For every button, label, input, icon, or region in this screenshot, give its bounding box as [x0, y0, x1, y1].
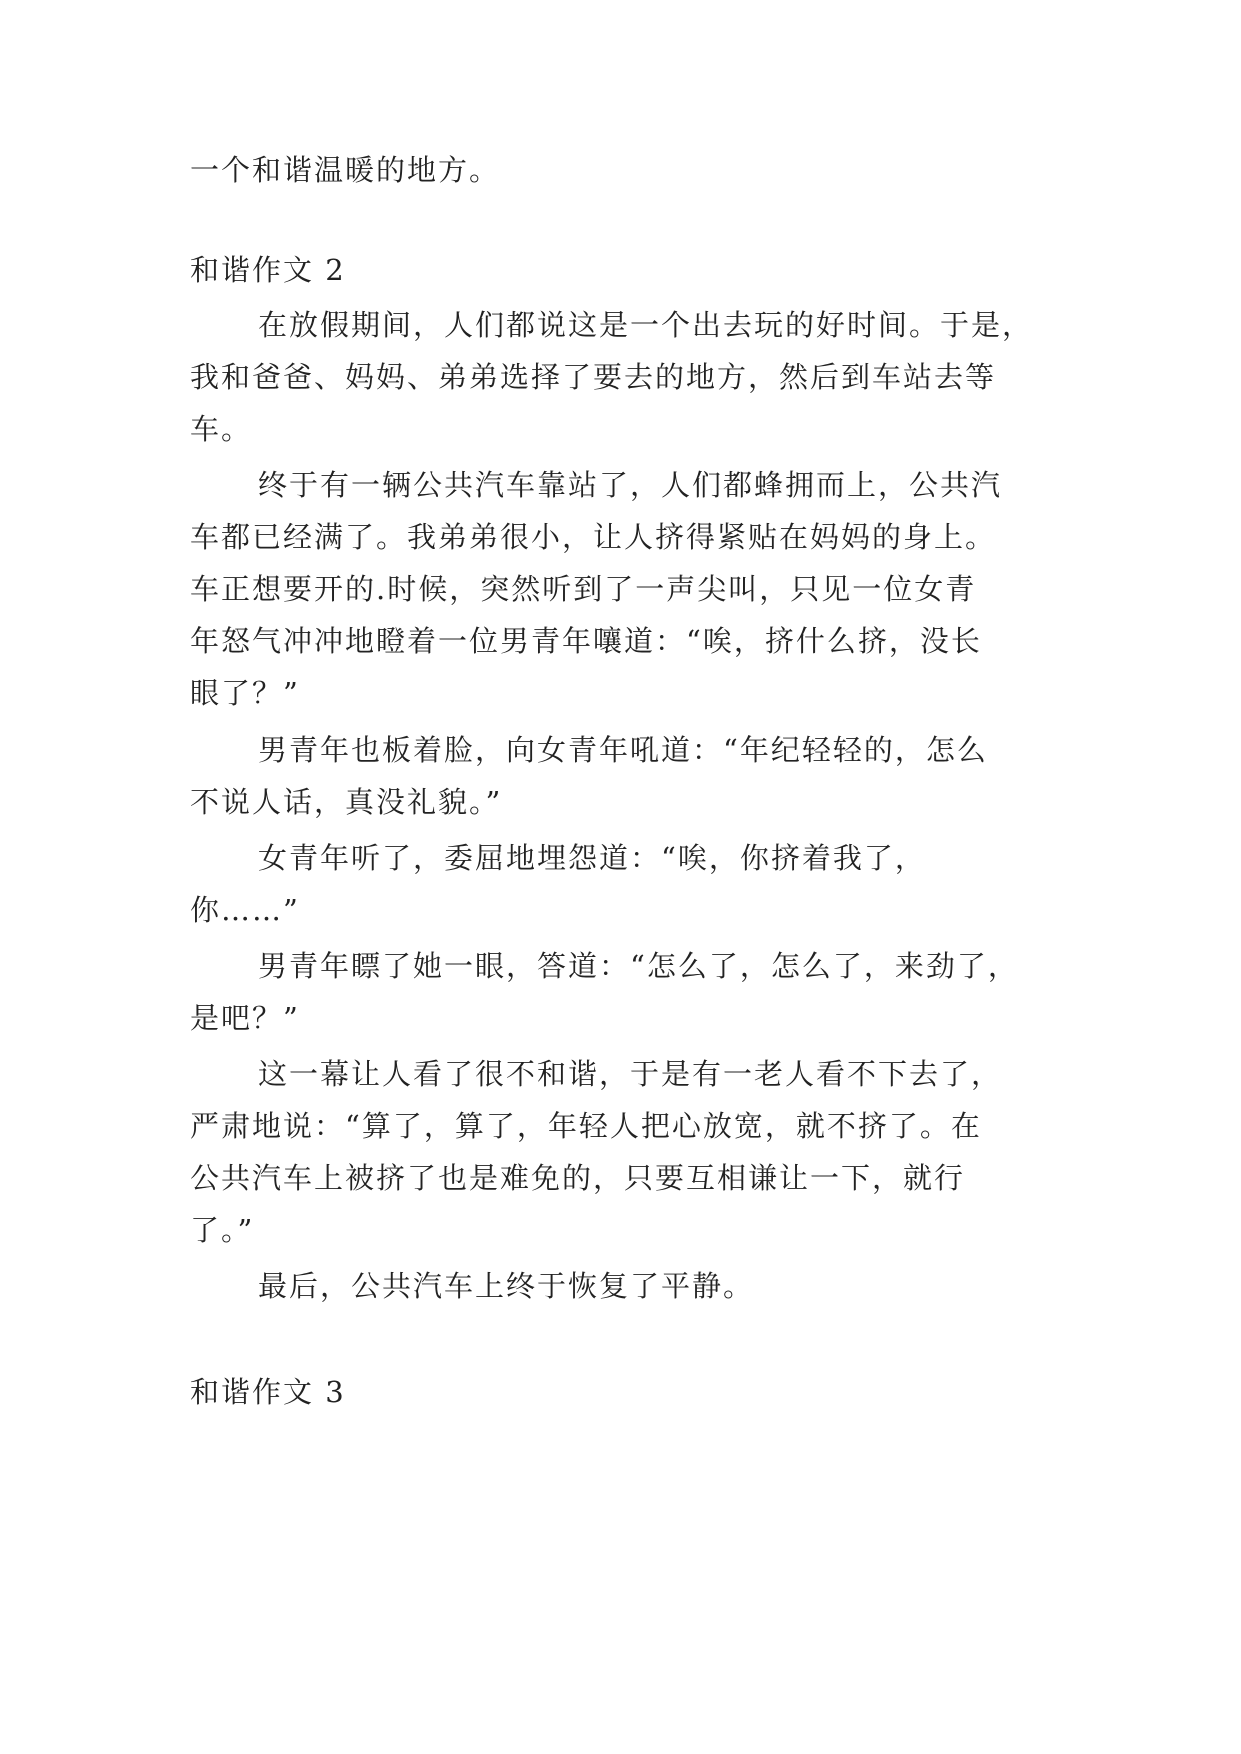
- text-line: 车正想要开的.时候，突然听到了一声尖叫，只见一位女青: [190, 572, 977, 606]
- essay-heading-3: 和谐作文 3: [190, 1375, 346, 1409]
- text-line: 眼了？”: [190, 676, 300, 710]
- text-line: 车。: [190, 412, 253, 446]
- text-line: 最后，公共汽车上终于恢复了平静。: [258, 1269, 755, 1303]
- text-line: 不说人话，真没礼貌。”: [190, 785, 503, 819]
- text-line: 女青年听了，委屈地埋怨道：“唉，你挤着我了，: [258, 841, 926, 875]
- text-line: 在放假期间，人们都说这是一个出去玩的好时间。于是，: [258, 308, 1034, 342]
- text-line: 车都已经满了。我弟弟很小，让人挤得紧贴在妈妈的身上。: [190, 520, 997, 554]
- essay-heading-2: 和谐作文 2: [190, 253, 346, 287]
- text-line: 公共汽车上被挤了也是难免的，只要互相谦让一下，就行: [190, 1161, 966, 1195]
- text-line: 年怒气冲冲地瞪着一位男青年嚷道：“唉，挤什么挤，没长: [190, 624, 982, 658]
- text-line: 了。”: [190, 1213, 255, 1247]
- text-line: 终于有一辆公共汽车靠站了，人们都蜂拥而上，公共汽: [258, 468, 1003, 502]
- text-line: 严肃地说：“算了，算了，年轻人把心放宽，就不挤了。在: [190, 1109, 982, 1143]
- text-line: 是吧？”: [190, 1001, 300, 1035]
- text-line-closing: 一个和谐温暖的地方。: [190, 153, 501, 187]
- text-line: 男青年瞟了她一眼，答道：“怎么了，怎么了，来劲了，: [258, 949, 1019, 983]
- text-line: 这一幕让人看了很不和谐，于是有一老人看不下去了，: [258, 1057, 1003, 1091]
- text-line: 男青年也板着脸，向女青年吼道：“年纪轻轻的，怎么: [258, 733, 988, 767]
- text-line: 我和爸爸、妈妈、弟弟选择了要去的地方，然后到车站去等: [190, 360, 997, 394]
- text-line: 你……”: [190, 893, 300, 927]
